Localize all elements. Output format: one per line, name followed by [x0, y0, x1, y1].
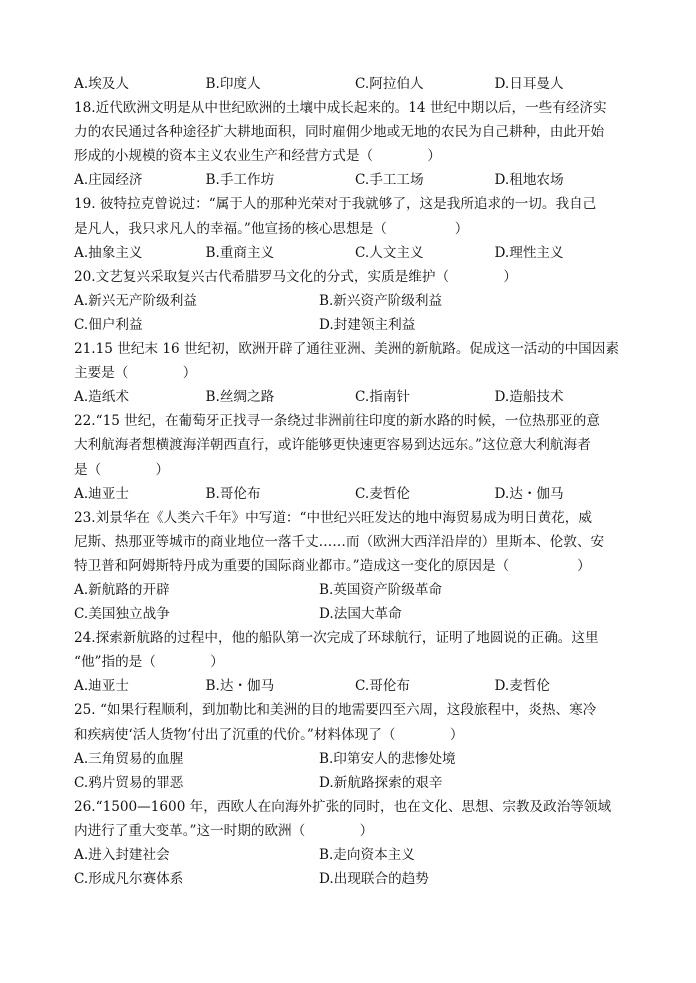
q25-options-row1 [74, 747, 634, 771]
q23-stem-line: 尼斯、热那亚等城市的商业地位一落千丈……而（欧洲大西洋沿岸的）里斯本、伦敦、安 [74, 533, 605, 550]
q25-option-b[interactable]: B.印第安人的悲惨处境 [319, 750, 456, 767]
q24-options [74, 674, 634, 698]
q24-stem-line: “他”指的是（ ） [74, 654, 224, 671]
q22-stem-line: 22.“15 世纪，在葡萄牙正找寻一条绕过非洲前往印度的新水路的时候，一位热那亚的意 [74, 413, 600, 430]
q23-options-row1 [74, 578, 634, 602]
q26-option-b[interactable]: B.走向资本主义 [319, 847, 415, 863]
q19-options [74, 241, 634, 265]
q19-option-a[interactable]: A.抽象主义 [74, 244, 143, 261]
q23-option-b[interactable]: B.英国资产阶级革命 [319, 581, 443, 598]
q19-stem-line: 是凡人，我只求凡人的幸福。”他宣扬的核心思想是（ ） [74, 220, 469, 237]
q19-stem-line: 19. 彼特拉克曾说过：“属于人的那种光荣对于我就够了，这是我所追求的一切。我自己 [74, 196, 597, 213]
q21-option-d[interactable]: D.造船技术 [494, 389, 564, 406]
q17-option-c[interactable]: C.阿拉伯人 [355, 76, 424, 92]
q18-options [74, 168, 634, 192]
q22-option-b[interactable]: B.哥伦布 [205, 485, 261, 502]
q17-options [74, 72, 634, 96]
q26-option-a[interactable]: A.进入封建社会 [74, 847, 170, 863]
q25-options-row2 [74, 771, 634, 795]
q20-options-row1 [74, 289, 634, 313]
q24-option-d[interactable]: D.麦哲伦 [494, 678, 551, 695]
exam-page [74, 72, 634, 891]
q22-option-c[interactable]: C.麦哲伦 [355, 485, 411, 502]
q25-stem-line: 25. “如果行程顺利，到加勒比和美洲的目的地需要四至六周，这段旅程中，炎热、寒冷 [74, 702, 597, 719]
q25-option-c[interactable]: C.鸦片贸易的罪恶 [74, 774, 184, 791]
q23-option-d[interactable]: D.法国大革命 [319, 606, 402, 623]
q22-options [74, 482, 634, 506]
q24-stem-line: 24.探索新航路的过程中，他的船队第一次完成了环球航行，证明了地圆说的正确。这里 [74, 630, 599, 647]
q23-option-c[interactable]: C.美国独立战争 [74, 606, 170, 623]
q24-option-b[interactable]: B.达・伽马 [205, 678, 275, 695]
q20-stem-line: 20.文艺复兴采取复兴古代希腊罗马文化的分式，实质是维护（ ） [74, 268, 518, 285]
q19-option-c[interactable]: C.人文主义 [355, 244, 424, 261]
q21-option-b[interactable]: B.丝绸之路 [205, 389, 275, 406]
q21-option-c[interactable]: C.指南针 [355, 389, 411, 406]
q17-option-a[interactable]: A.埃及人 [74, 76, 129, 92]
q18-option-d[interactable]: D.租地农场 [494, 172, 564, 189]
q18-stem-line: 力的农民通过各种途径扩大耕地面积，同时雇佣少地或无地的农民为自己耕种，由此开始 [74, 124, 605, 141]
q19-option-d[interactable]: D.理性主义 [494, 244, 564, 261]
q23-stem-line: 23.刘景华在《人类六千年》中写道：“中世纪兴旺发达的地中海贸易成为明日黄花，威 [74, 509, 592, 526]
q21-option-a[interactable]: A.造纸术 [74, 389, 129, 406]
q18-stem-line: 18.近代欧洲文明是从中世纪欧洲的土壤中成长起来的。14 世纪中期以后，一些有经济实 [74, 100, 607, 117]
q19-option-b[interactable]: B.重商主义 [205, 244, 275, 261]
q26-stem-line: 26.“1500—1600 年，西欧人在向海外扩张的同时，也在文化、思想、宗教及政治等领域 [74, 798, 612, 815]
q20-option-c[interactable]: C.佃户利益 [74, 316, 143, 333]
q26-option-c[interactable]: C.形成凡尔赛体系 [74, 871, 184, 888]
q17-option-b[interactable]: B.印度人 [205, 76, 261, 92]
q20-option-b[interactable]: B.新兴资产阶级利益 [319, 292, 443, 309]
q24-option-a[interactable]: A.迪亚士 [74, 678, 129, 695]
q22-stem-line: 是（ ） [74, 461, 170, 478]
q22-stem-line: 大利航海者想横渡海洋朝西直行，或许能够更快速更容易到达远东。”这位意大利航海者 [74, 437, 591, 454]
q26-options-row2 [74, 867, 634, 891]
q25-option-d[interactable]: D.新航路探索的艰辛 [319, 774, 443, 791]
q25-option-a[interactable]: A.三角贸易的血腥 [74, 750, 184, 767]
q26-stem-line: 内进行了重大变革。”这一时期的欧洲（ ） [74, 822, 374, 839]
q22-option-d[interactable]: D.达・伽马 [494, 485, 564, 502]
q26-option-d[interactable]: D.出现联合的趋势 [319, 871, 429, 888]
q24-option-c[interactable]: C.哥伦布 [355, 678, 411, 695]
q23-option-a[interactable]: A.新航路的开辟 [74, 581, 170, 598]
q20-option-a[interactable]: A.新兴无产阶级利益 [74, 292, 197, 309]
q21-stem-line: 主要是（ ） [74, 365, 197, 382]
q17-option-d[interactable]: D.日耳曼人 [494, 76, 564, 92]
q20-options-row2 [74, 313, 634, 337]
q22-option-a[interactable]: A.迪亚士 [74, 485, 129, 502]
q23-options-row2 [74, 602, 634, 626]
q26-options-row1 [74, 843, 634, 867]
q18-option-a[interactable]: A.庄园经济 [74, 172, 143, 189]
q18-option-b[interactable]: B.手工作坊 [205, 172, 275, 189]
q18-option-c[interactable]: C.手工工场 [355, 172, 424, 189]
q18-stem-line: 形成的小规模的资本主义农业生产和经营方式是（ ） [74, 148, 442, 165]
q23-stem-line: 特卫普和阿姆斯特丹成为重要的国际商业都市。”造成这一变化的原因是（ ） [74, 557, 591, 574]
q20-option-d[interactable]: D.封建领主利益 [319, 316, 416, 333]
q25-stem-line: 和疾病使‘活人货物’付出了沉重的代价。”材料体现了（ ） [74, 726, 464, 743]
q21-stem-line: 21.15 世纪末 16 世纪初，欧洲开辟了通往亚洲、美洲的新航路。促成这一活动的中国因素 [74, 341, 619, 358]
q21-options [74, 385, 634, 409]
